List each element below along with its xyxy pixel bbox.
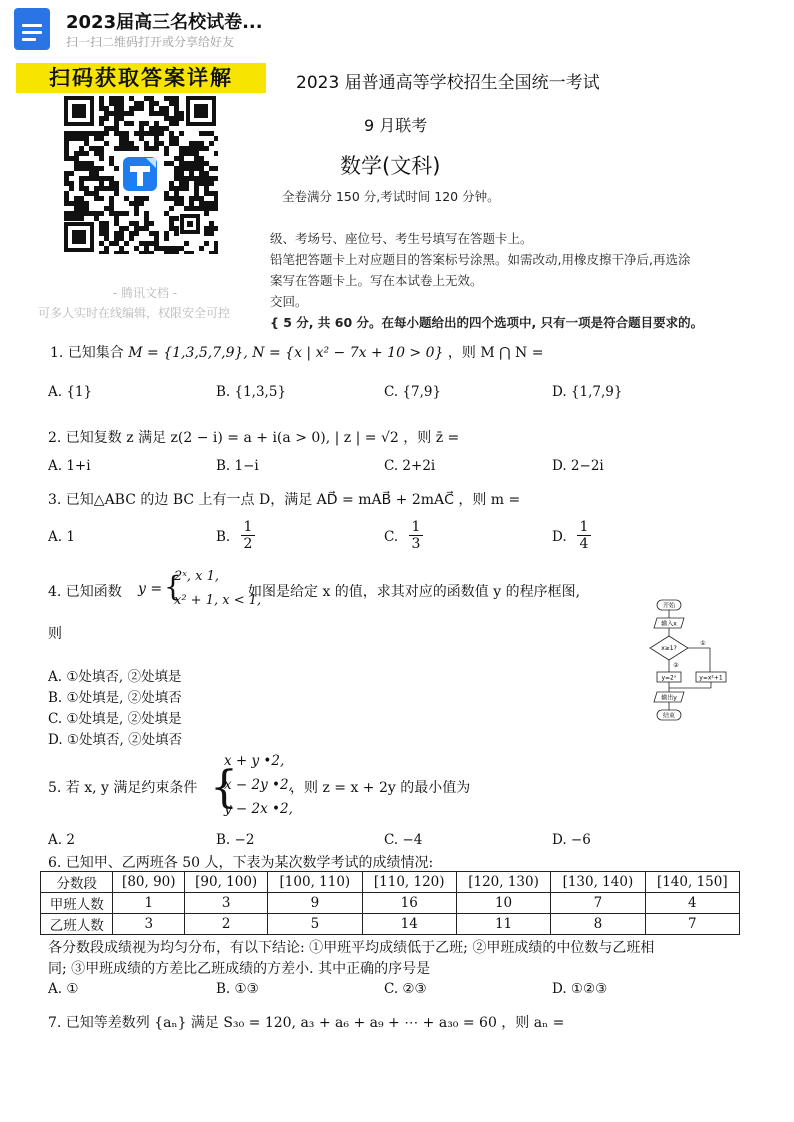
exam-subject: 数学(文科) xyxy=(340,154,441,178)
option-d: D. −6 xyxy=(552,832,591,848)
table-cell: 7 xyxy=(551,893,645,914)
option-c-label: C. xyxy=(384,529,399,545)
table-cell: 甲班人数 xyxy=(41,893,113,914)
qr-finder-top-left xyxy=(64,96,94,126)
flow-mark-1: ① xyxy=(700,640,706,647)
option-d: D. ①②③ xyxy=(552,981,608,997)
table-header-cell: [120, 130) xyxy=(456,872,550,893)
instruction-5: 交回。 xyxy=(270,294,308,309)
instruction-4: 案写在答题卡上。写在本试卷上无效。 xyxy=(270,273,483,288)
table-header-cell: 分数段 xyxy=(41,872,113,893)
table-cell: 3 xyxy=(113,914,185,935)
flow-mark-2: ② xyxy=(673,662,679,669)
app-subtitle: 扫一扫二维码打开或分享给好友 xyxy=(66,35,235,49)
flow-condition: x≥1? xyxy=(661,645,677,652)
option-a: A. 1+i xyxy=(48,458,91,474)
option-b: B. −2 xyxy=(216,832,255,848)
option-d-label: D. xyxy=(552,529,567,545)
table-header-cell: [130, 140) xyxy=(551,872,645,893)
table-cell: 16 xyxy=(362,893,456,914)
option-b-label: B. xyxy=(216,529,231,545)
constraint-3: y − 2x •2, xyxy=(224,801,293,817)
option-b: B. ①处填是, ②处填否 xyxy=(48,690,182,706)
option-b: B. 1−i xyxy=(216,458,259,474)
function-case-1: 2ˣ, x 1, xyxy=(174,569,220,584)
question-5-lead: 5. 若 x, y 满足约束条件 xyxy=(48,780,198,796)
flow-start: 开始 xyxy=(662,602,676,610)
fraction-numerator: 1 xyxy=(579,519,589,535)
option-a: A. ①处填否, ②处填是 xyxy=(48,669,182,685)
table-cell: 5 xyxy=(268,914,362,935)
option-c: C. −4 xyxy=(384,832,423,848)
instruction-1: 全卷满分 150 分,考试时间 120 分钟。 xyxy=(282,189,500,204)
question-1 xyxy=(50,342,543,362)
table-cell: 4 xyxy=(645,893,739,914)
qr-finder-top-right xyxy=(186,96,216,126)
flow-box-right: y=x²+1 xyxy=(699,674,723,682)
watermark-text: 可多人实时在线编辑，权限安全可控 xyxy=(38,306,231,320)
option-c: C. 2+2i xyxy=(384,458,436,474)
instruction-6: { 5 分, 共 60 分。在每小题给出的四个选项中, 只有一项是符合题目要求的。 xyxy=(270,315,704,330)
option-c: C. {7,9} xyxy=(384,384,442,400)
question-6-text-1: 各分数段成绩视为均匀分布，有以下结论: ①甲班平均成绩低于乙班; ②甲班成绩的中位数与乙班相 xyxy=(48,940,655,956)
score-table xyxy=(40,871,740,935)
question-text: ，则 M ⋂ N = xyxy=(447,345,544,361)
flow-output: 输出y xyxy=(661,694,677,702)
constraint-1: x + y •2, xyxy=(224,753,285,769)
flow-end: 结束 xyxy=(662,712,676,720)
fraction-denominator: 3 xyxy=(409,535,423,552)
question-number: 1. xyxy=(50,345,64,361)
table-row xyxy=(41,893,740,914)
table-cell: 1 xyxy=(113,893,185,914)
qr-finder-bottom-left xyxy=(64,222,94,252)
table-cell: 8 xyxy=(551,914,645,935)
table-cell: 11 xyxy=(456,914,550,935)
constraint-2: x − 2y •2, xyxy=(224,777,293,793)
watermark-title: - 腾讯文档 - xyxy=(112,286,178,300)
function-case-2: x² + 1, x < 1, xyxy=(174,593,262,608)
table-cell: 2 xyxy=(185,914,268,935)
exam-title: 2023 届普通高等学校招生全国统一考试 xyxy=(296,73,600,93)
flowchart-diagram xyxy=(640,598,730,728)
question-text: 已知集合 xyxy=(67,345,124,361)
table-cell: 9 xyxy=(268,893,362,914)
question-4-text: 如图是给定 x 的值，求其对应的函数值 y 的程序框图, xyxy=(248,584,581,600)
brace-icon: { xyxy=(164,570,182,603)
qr-logo-icon xyxy=(120,154,160,194)
option-a: A. 1 xyxy=(48,529,75,545)
table-cell: 乙班人数 xyxy=(41,914,113,935)
option-c: C. ②③ xyxy=(384,981,427,997)
scan-banner: 扫码获取答案详解 xyxy=(16,63,266,93)
table-row xyxy=(41,914,740,935)
question-4-text-2: 则 xyxy=(48,626,62,642)
table-header-cell: [90, 100) xyxy=(185,872,268,893)
question-5-text: ，则 z = x + 2y 的最小值为 xyxy=(290,780,471,796)
qr-finder-small xyxy=(180,214,200,234)
option-a: A. 2 xyxy=(48,832,75,848)
fraction-denominator: 2 xyxy=(241,535,255,552)
brace-icon: { xyxy=(210,762,238,813)
question-formula: M = {1,3,5,7,9}, N = {x | x² − 7x + 10 > 0} xyxy=(128,345,444,361)
fraction-numerator: 1 xyxy=(411,519,421,535)
table-header-cell: [100, 110) xyxy=(268,872,362,893)
question-6-text-2: 同; ③甲班成绩的方差比乙班成绩的方差小. 其中正确的序号是 xyxy=(48,961,431,977)
option-a: A. {1} xyxy=(48,384,93,400)
table-header-cell: [140, 150] xyxy=(645,872,739,893)
flow-input: 输入x xyxy=(661,620,677,628)
option-c: C. ①处填是, ②处填是 xyxy=(48,711,182,727)
table-cell: 3 xyxy=(185,893,268,914)
document-icon xyxy=(14,8,50,50)
option-d: D. ①处填否, ②处填否 xyxy=(48,732,183,748)
table-header-row xyxy=(41,872,740,893)
table-header-cell: [110, 120) xyxy=(362,872,456,893)
option-b: B. ①③ xyxy=(216,981,259,997)
flow-box-left: y=2ˣ xyxy=(661,674,677,682)
function-name: y = xyxy=(138,581,163,597)
app-title[interactable]: 2023届高三名校试卷... xyxy=(66,12,263,33)
option-d: D. {1,7,9} xyxy=(552,384,623,400)
question-7: 7. 已知等差数列 {aₙ} 满足 S₃₀ = 120, a₃ + a₆ + a₉ + ⋯ + a₃₀ = 60 ，则 aₙ = xyxy=(48,1015,565,1031)
option-d: D. 2−2i xyxy=(552,458,604,474)
instruction-2: 级、考场号、座位号、考生号填写在答题卡上。 xyxy=(270,231,533,246)
fraction-b xyxy=(241,519,255,552)
table-header-cell: [80, 90) xyxy=(113,872,185,893)
exam-session: 9 月联考 xyxy=(364,116,428,135)
instruction-3: 铅笔把答题卡上对应题目的答案标号涂黑。如需改动,用橡皮擦干净后,再选涂 xyxy=(270,252,691,267)
question-2: 2. 已知复数 z 满足 z(2 − i) = a + i(a > 0), | z | = √2 ，则 z̄ = xyxy=(48,430,460,446)
table-cell: 14 xyxy=(362,914,456,935)
table-cell: 7 xyxy=(645,914,739,935)
option-a: A. ① xyxy=(48,981,79,997)
question-6: 6. 已知甲、乙两班各 50 人，下表为某次数学考试的成绩情况: xyxy=(48,855,434,871)
question-3: 3. 已知△ABC 的边 BC 上有一点 D，满足 AD⃗ = mAB⃗ + 2mAC⃗ ，则 m = xyxy=(48,492,521,508)
fraction-numerator: 1 xyxy=(243,519,253,535)
option-b: B. {1,3,5} xyxy=(216,384,287,400)
fraction-c xyxy=(409,519,423,552)
qr-code[interactable] xyxy=(62,94,218,254)
fraction-d xyxy=(577,519,591,552)
question-4-lead: 4. 已知函数 xyxy=(48,584,122,600)
fraction-denominator: 4 xyxy=(577,535,591,552)
table-cell: 10 xyxy=(456,893,550,914)
